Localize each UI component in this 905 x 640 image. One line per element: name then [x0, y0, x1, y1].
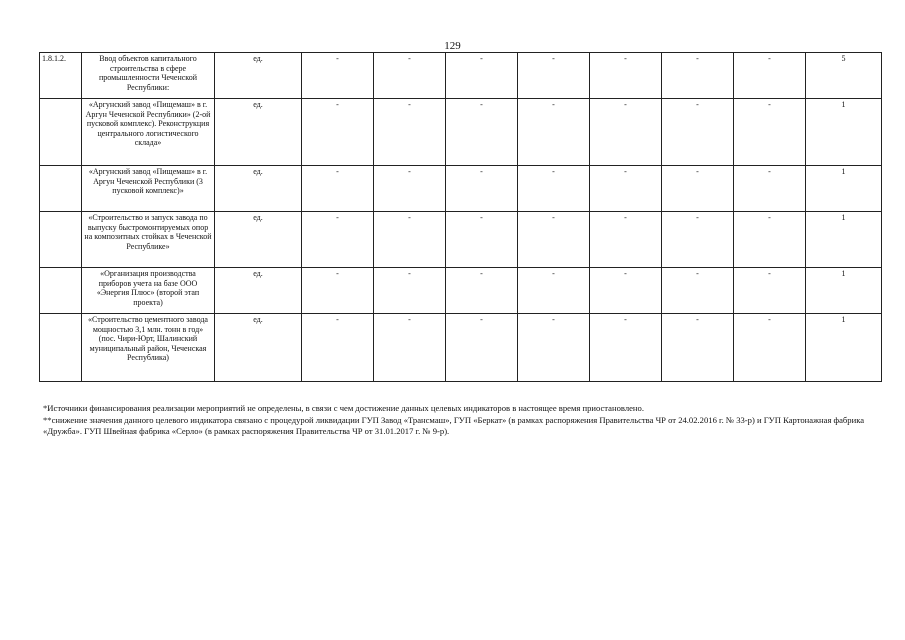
row-name: «Организация производства приборов учета на базе ООО «Энергия Плюс» (второй этап проекта)	[82, 268, 215, 314]
value-cell: -	[302, 268, 374, 314]
value-cell: -	[446, 53, 518, 99]
value-cell: -	[590, 212, 662, 268]
footnotes	[43, 403, 873, 438]
value-cell: 1	[806, 314, 882, 382]
row-unit: ед.	[215, 268, 302, 314]
value-cell: -	[590, 166, 662, 212]
row-code: 1.8.1.2.	[40, 53, 82, 99]
value-cell: -	[446, 268, 518, 314]
value-cell: -	[302, 53, 374, 99]
value-cell: -	[590, 53, 662, 99]
table-row	[40, 166, 882, 212]
value-cell: -	[518, 314, 590, 382]
indicators-table	[39, 52, 882, 382]
value-cell: 1	[806, 166, 882, 212]
row-name: «Аргунский завод «Пищемаш» в г. Аргун Чеченской Республики (3 пусковой комплекс)»	[82, 166, 215, 212]
value-cell: -	[518, 212, 590, 268]
value-cell: -	[374, 166, 446, 212]
value-cell: -	[518, 53, 590, 99]
value-cell: -	[734, 314, 806, 382]
value-cell: -	[590, 268, 662, 314]
table-row	[40, 53, 882, 99]
value-cell: 1	[806, 99, 882, 166]
value-cell: -	[302, 212, 374, 268]
value-cell: -	[374, 314, 446, 382]
row-unit: ед.	[215, 53, 302, 99]
footnote-2: **снижение значения данного целевого индикатора связано с процедурой ликвидации ГУП Завод «Трансмаш», ГУП «Беркат» (в рамках распоряжения Правительства ЧР от 24.02.2016 г. № 33-р) и ГУП Картонажная фабрика «Дружба». ГУП Швейная фабрика «Серло» (в рамках распоряжения Правительства ЧР от 31.01.2017 г. № 9-р).	[43, 414, 865, 436]
value-cell: -	[734, 212, 806, 268]
row-unit: ед.	[215, 166, 302, 212]
value-cell: -	[734, 53, 806, 99]
footnote-1: *Источники финансирования реализации мероприятий не определены, в связи с чем достижение данных целевых индикаторов в настоящее время приостановлено.	[43, 403, 644, 413]
value-cell: -	[662, 268, 734, 314]
table-row	[40, 99, 882, 166]
page-number: 129	[444, 40, 461, 52]
value-cell: -	[518, 99, 590, 166]
value-cell: -	[302, 99, 374, 166]
value-cell: -	[446, 166, 518, 212]
row-unit: ед.	[215, 99, 302, 166]
table-row	[40, 268, 882, 314]
value-cell: -	[518, 268, 590, 314]
value-cell: 5	[806, 53, 882, 99]
value-cell: -	[590, 314, 662, 382]
value-cell: -	[734, 268, 806, 314]
value-cell: -	[662, 99, 734, 166]
value-cell: -	[302, 166, 374, 212]
table-row	[40, 212, 882, 268]
row-code	[40, 212, 82, 268]
row-name: Ввод объектов капитального строительства в сфере промышленности Чеченской Республики:	[82, 53, 215, 99]
value-cell: -	[734, 99, 806, 166]
value-cell: -	[662, 166, 734, 212]
value-cell: -	[662, 53, 734, 99]
row-code	[40, 268, 82, 314]
value-cell: -	[374, 212, 446, 268]
value-cell: -	[374, 53, 446, 99]
value-cell: -	[734, 166, 806, 212]
value-cell: -	[302, 314, 374, 382]
value-cell: -	[590, 99, 662, 166]
value-cell: -	[446, 314, 518, 382]
value-cell: -	[374, 268, 446, 314]
row-unit: ед.	[215, 314, 302, 382]
row-code	[40, 314, 82, 382]
row-name: «Строительство цементного завода мощностью 3,1 млн. тонн в год» (пос. Чири-Юрт, Шалинский муниципальный район, Чеченская Республика)	[82, 314, 215, 382]
table-row	[40, 314, 882, 382]
value-cell: -	[662, 314, 734, 382]
value-cell: -	[518, 166, 590, 212]
value-cell: -	[446, 212, 518, 268]
row-name: «Строительство и запуск завода по выпуску быстромонтируемых опор на композитных стойках в Чеченской Республике»	[82, 212, 215, 268]
value-cell: -	[446, 99, 518, 166]
value-cell: -	[662, 212, 734, 268]
row-unit: ед.	[215, 212, 302, 268]
value-cell: 1	[806, 212, 882, 268]
row-code	[40, 166, 82, 212]
row-code	[40, 99, 82, 166]
value-cell: 1	[806, 268, 882, 314]
value-cell: -	[374, 99, 446, 166]
row-name: «Аргунский завод «Пищемаш» в г. Аргун Чеченской Республики» (2-ой пусковой комплекс). Реконструкция центрального логистического склада»	[82, 99, 215, 166]
